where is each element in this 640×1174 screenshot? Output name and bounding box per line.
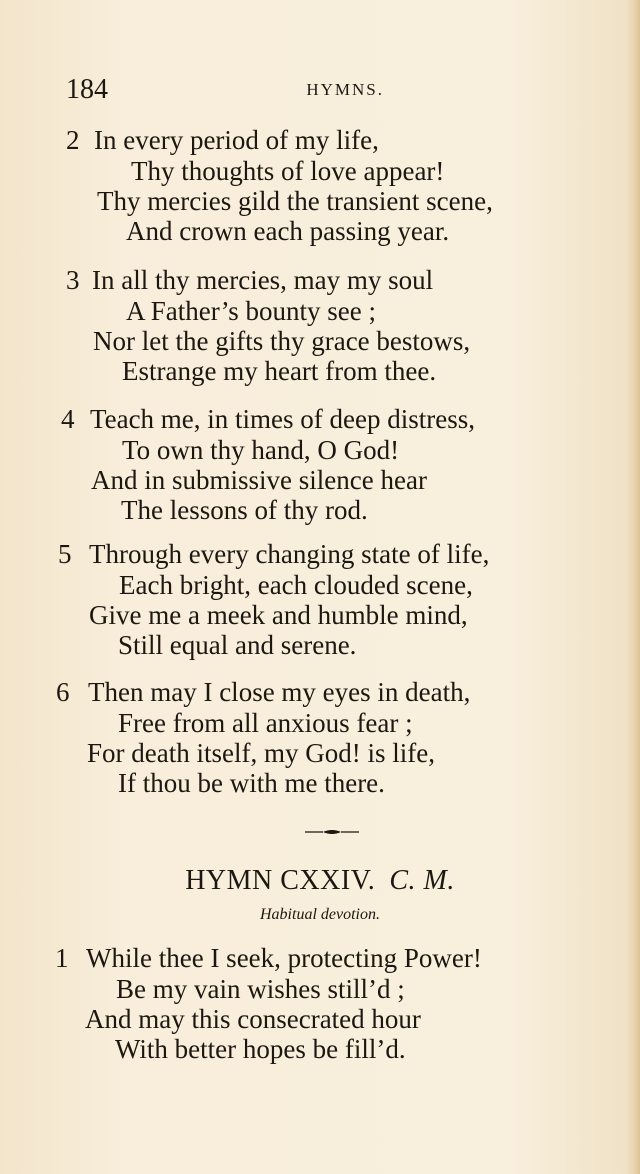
verse-line: Teach me, in times of deep distress, xyxy=(90,404,476,434)
verse-line: While thee I seek, protecting Power! xyxy=(86,943,482,973)
verse-line: Thy mercies gild the transient scene, xyxy=(97,186,493,216)
stanza-number: 5 xyxy=(58,539,72,569)
stanza-number: 1 xyxy=(55,943,69,973)
verse-line: And in submissive silence hear xyxy=(91,465,427,495)
hymn-meter: C. M. xyxy=(389,865,455,896)
page-header xyxy=(66,74,384,106)
verse-line: For death itself, my God! is life, xyxy=(87,738,435,768)
verse-line: Each bright, each clouded scene, xyxy=(119,570,473,600)
hymn-title xyxy=(0,864,640,898)
verse-line: With better hopes be fill’d. xyxy=(115,1034,406,1064)
hymn-subtitle: Habitual devotion. xyxy=(260,906,380,923)
stanza-number: 2 xyxy=(66,125,80,155)
verse-line: Estrange my heart from thee. xyxy=(122,356,437,386)
verse-line: And may this consecrated hour xyxy=(85,1004,421,1034)
verse-line: Be my vain wishes still’d ; xyxy=(116,974,405,1004)
verse-line: In every period of my life, xyxy=(94,125,379,155)
verse-line: Still equal and serene. xyxy=(118,630,357,660)
ornament-divider xyxy=(303,827,361,837)
verse-line: Give me a meek and humble mind, xyxy=(89,600,468,630)
hymn-number: HYMN CXXIV. xyxy=(185,865,376,896)
page-edge-shadow xyxy=(626,0,640,1174)
running-head: HYMNS. xyxy=(306,80,384,99)
verse-line: If thou be with me there. xyxy=(118,768,385,798)
verse-line: A Father’s bounty see ; xyxy=(126,296,376,326)
verse-line: To own thy hand, O God! xyxy=(122,435,400,465)
verse-line: And crown each passing year. xyxy=(126,216,450,246)
verse-line: Then may I close my eyes in death, xyxy=(88,677,471,707)
stanza-number: 6 xyxy=(56,677,70,707)
verse-line: Thy thoughts of love appear! xyxy=(131,156,445,186)
page-number: 184 xyxy=(66,74,108,105)
verse-line: Through every changing state of life, xyxy=(89,539,490,569)
stanza-number: 3 xyxy=(66,265,80,295)
verse-line: Free from all anxious fear ; xyxy=(118,708,413,738)
verse-line: The lessons of thy rod. xyxy=(121,495,368,525)
verse-line: In all thy mercies, may my soul xyxy=(92,265,434,295)
verse-line: Nor let the gifts thy grace bestows, xyxy=(93,326,471,356)
stanza-number: 4 xyxy=(61,404,75,434)
